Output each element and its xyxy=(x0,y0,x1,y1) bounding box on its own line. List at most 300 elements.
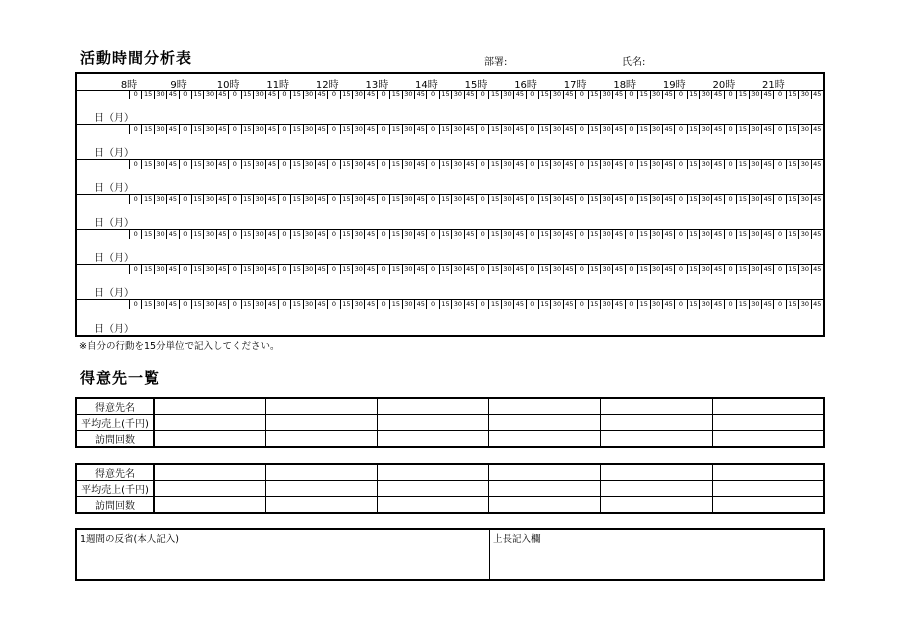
minute-tick: 45 xyxy=(464,195,476,204)
minute-tick: 15 xyxy=(588,125,600,134)
day-row[interactable] xyxy=(77,230,823,265)
minute-tick: 45 xyxy=(761,230,773,239)
hour-label: 16時 xyxy=(514,80,537,91)
customer-cell[interactable] xyxy=(489,497,601,514)
minute-tick: 0 xyxy=(575,265,587,274)
day-label: 日（月） xyxy=(94,324,134,335)
minute-tick: 15 xyxy=(389,195,401,204)
minute-tick: 45 xyxy=(711,195,723,204)
minute-tick: 45 xyxy=(662,125,674,134)
minute-tick: 30 xyxy=(600,300,612,309)
hour-label: 8時 xyxy=(120,80,138,91)
customer-cell[interactable] xyxy=(154,481,266,497)
minute-tick: 45 xyxy=(166,230,178,239)
minute-tick: 45 xyxy=(513,230,525,239)
minute-tick: 30 xyxy=(600,90,612,99)
minute-tick: 0 xyxy=(526,90,538,99)
minute-tick: 45 xyxy=(513,300,525,309)
customer-cell[interactable] xyxy=(601,464,713,481)
minute-ticks xyxy=(129,195,823,204)
minute-ticks xyxy=(129,160,823,169)
minute-tick: 30 xyxy=(303,300,315,309)
minute-tick: 30 xyxy=(550,265,562,274)
minute-tick: 0 xyxy=(724,125,736,134)
minute-tick: 30 xyxy=(203,230,215,239)
minute-tick: 0 xyxy=(526,265,538,274)
minute-ticks xyxy=(129,265,823,274)
minute-tick: 45 xyxy=(364,160,376,169)
minute-tick: 30 xyxy=(749,195,761,204)
minute-tick: 30 xyxy=(699,300,711,309)
hour-label: 13時 xyxy=(365,80,389,91)
minute-tick: 45 xyxy=(315,265,327,274)
minute-tick: 45 xyxy=(364,300,376,309)
minute-tick: 45 xyxy=(414,265,426,274)
minute-tick: 15 xyxy=(241,195,253,204)
customer-cell[interactable] xyxy=(601,415,713,431)
minute-tick: 30 xyxy=(749,265,761,274)
minute-tick: 15 xyxy=(538,125,550,134)
minute-tick: 0 xyxy=(773,300,785,309)
minute-tick: 45 xyxy=(513,265,525,274)
minute-tick: 30 xyxy=(501,230,513,239)
customer-cell[interactable] xyxy=(377,431,489,448)
minute-tick: 30 xyxy=(451,195,463,204)
customer-cell[interactable] xyxy=(154,431,266,448)
minute-tick: 30 xyxy=(550,300,562,309)
minute-tick: 45 xyxy=(563,300,575,309)
minute-tick: 15 xyxy=(439,195,451,204)
minute-tick: 45 xyxy=(216,90,228,99)
minute-tick: 0 xyxy=(526,195,538,204)
minute-tick: 30 xyxy=(699,90,711,99)
minute-tick: 0 xyxy=(773,230,785,239)
customer-cell[interactable] xyxy=(266,415,378,431)
minute-tick: 45 xyxy=(811,265,823,274)
minute-tick: 30 xyxy=(451,125,463,134)
customer-row-label: 訪問回数 xyxy=(76,497,154,514)
customer-cell[interactable] xyxy=(154,464,266,481)
minute-tick: 30 xyxy=(402,90,414,99)
minute-tick: 45 xyxy=(166,125,178,134)
customer-cell[interactable] xyxy=(489,481,601,497)
minute-tick: 30 xyxy=(352,230,364,239)
minute-tick: 45 xyxy=(364,125,376,134)
minute-tick: 0 xyxy=(179,125,191,134)
minute-tick: 0 xyxy=(476,90,488,99)
minute-tick: 15 xyxy=(141,160,153,169)
minute-tick: 0 xyxy=(575,300,587,309)
minute-tick: 0 xyxy=(724,90,736,99)
minute-tick: 15 xyxy=(488,160,500,169)
minute-tick: 30 xyxy=(501,195,513,204)
minute-tick: 30 xyxy=(451,230,463,239)
minute-tick: 30 xyxy=(203,265,215,274)
minute-tick: 0 xyxy=(773,125,785,134)
customer-cell[interactable] xyxy=(601,481,713,497)
minute-tick: 15 xyxy=(389,90,401,99)
customer-row-label: 得意先名 xyxy=(76,464,154,481)
minute-tick: 0 xyxy=(278,90,290,99)
minute-tick: 0 xyxy=(625,265,637,274)
minute-tick: 0 xyxy=(327,265,339,274)
customer-cell[interactable] xyxy=(377,481,489,497)
minute-tick: 30 xyxy=(402,230,414,239)
minute-tick: 30 xyxy=(203,195,215,204)
minute-tick: 30 xyxy=(203,300,215,309)
minute-tick: 15 xyxy=(439,230,451,239)
page-title: 活動時間分析表 xyxy=(80,49,193,67)
minute-tick: 15 xyxy=(488,230,500,239)
customer-cell[interactable] xyxy=(266,464,378,481)
minute-tick: 30 xyxy=(451,265,463,274)
minute-tick: 0 xyxy=(724,160,736,169)
customer-cell[interactable] xyxy=(712,431,824,448)
minute-tick: 0 xyxy=(377,125,389,134)
minute-tick: 15 xyxy=(488,265,500,274)
customer-cell[interactable] xyxy=(489,464,601,481)
minute-tick: 15 xyxy=(241,125,253,134)
minute-tick: 15 xyxy=(439,160,451,169)
customer-row-label: 訪問回数 xyxy=(76,431,154,448)
customer-cell[interactable] xyxy=(712,497,824,514)
customer-cell[interactable] xyxy=(154,497,266,514)
minute-tick: 0 xyxy=(179,160,191,169)
minute-tick: 0 xyxy=(278,230,290,239)
minute-tick: 45 xyxy=(414,230,426,239)
self-reflection-field[interactable] xyxy=(77,530,490,579)
minute-tick: 15 xyxy=(389,300,401,309)
minute-tick: 0 xyxy=(327,300,339,309)
customer-row-label: 得意先名 xyxy=(76,398,154,415)
customer-cell[interactable] xyxy=(601,497,713,514)
minute-tick: 0 xyxy=(426,90,438,99)
day-row[interactable] xyxy=(77,265,823,300)
minute-tick: 0 xyxy=(724,230,736,239)
customer-cell[interactable] xyxy=(712,398,824,415)
minute-tick: 45 xyxy=(464,160,476,169)
minute-tick: 0 xyxy=(228,90,240,99)
minute-tick: 30 xyxy=(154,125,166,134)
day-row[interactable] xyxy=(77,125,823,160)
minute-tick: 15 xyxy=(340,265,352,274)
minute-tick: 0 xyxy=(426,125,438,134)
minute-tick: 15 xyxy=(141,195,153,204)
minute-tick: 15 xyxy=(786,265,798,274)
customer-cell[interactable] xyxy=(266,398,378,415)
minute-tick: 0 xyxy=(526,300,538,309)
minute-tick: 0 xyxy=(228,230,240,239)
minute-tick: 15 xyxy=(290,160,302,169)
minute-tick: 15 xyxy=(786,90,798,99)
hour-label: 20時 xyxy=(712,80,736,91)
minute-tick: 15 xyxy=(687,300,699,309)
minute-tick: 0 xyxy=(228,265,240,274)
minute-tick: 0 xyxy=(278,160,290,169)
customer-cell[interactable] xyxy=(266,497,378,514)
minute-tick: 45 xyxy=(414,195,426,204)
minute-tick: 0 xyxy=(426,195,438,204)
minute-tick: 0 xyxy=(129,300,141,309)
minute-tick: 0 xyxy=(773,160,785,169)
customer-cell[interactable] xyxy=(489,415,601,431)
minute-tick: 30 xyxy=(600,195,612,204)
minute-tick: 0 xyxy=(724,300,736,309)
minute-tick: 30 xyxy=(253,265,265,274)
minute-tick: 30 xyxy=(154,300,166,309)
minute-tick: 15 xyxy=(538,230,550,239)
minute-tick: 0 xyxy=(129,265,141,274)
minute-tick: 0 xyxy=(674,160,686,169)
minute-tick: 45 xyxy=(315,300,327,309)
customer-cell[interactable] xyxy=(266,431,378,448)
day-row[interactable] xyxy=(77,90,823,125)
day-label: 日（月） xyxy=(94,113,134,124)
minute-tick: 15 xyxy=(637,230,649,239)
minute-tick: 30 xyxy=(749,300,761,309)
minute-tick: 45 xyxy=(216,265,228,274)
minute-tick: 15 xyxy=(786,230,798,239)
customer-cell[interactable] xyxy=(154,398,266,415)
minute-tick: 15 xyxy=(637,160,649,169)
minute-tick: 30 xyxy=(650,125,662,134)
minute-tick: 30 xyxy=(798,90,810,99)
minute-tick: 45 xyxy=(612,300,624,309)
minute-tick: 30 xyxy=(154,90,166,99)
customer-table-1 xyxy=(75,397,825,448)
minute-tick: 30 xyxy=(600,160,612,169)
reflection-box xyxy=(75,528,825,581)
minute-tick: 45 xyxy=(662,90,674,99)
minute-ticks xyxy=(129,300,823,309)
minute-tick: 0 xyxy=(476,230,488,239)
minute-tick: 15 xyxy=(488,125,500,134)
minute-tick: 30 xyxy=(501,90,513,99)
minute-tick: 0 xyxy=(129,90,141,99)
customer-table-2 xyxy=(75,463,825,514)
minute-tick: 15 xyxy=(290,265,302,274)
minute-tick: 15 xyxy=(141,265,153,274)
minute-tick: 45 xyxy=(364,195,376,204)
minute-tick: 15 xyxy=(389,125,401,134)
minute-tick: 45 xyxy=(761,265,773,274)
minute-tick: 0 xyxy=(377,230,389,239)
minute-tick: 30 xyxy=(154,160,166,169)
self-reflection-label: 1週間の反省(本人記入) xyxy=(80,534,179,545)
day-row[interactable] xyxy=(77,195,823,230)
minute-tick: 30 xyxy=(154,195,166,204)
minute-tick: 15 xyxy=(538,160,550,169)
minute-tick: 15 xyxy=(538,195,550,204)
minute-tick: 15 xyxy=(191,265,203,274)
minute-tick: 45 xyxy=(612,125,624,134)
hour-header-row xyxy=(77,74,823,91)
minute-tick: 30 xyxy=(154,265,166,274)
minute-tick: 15 xyxy=(141,230,153,239)
minute-tick: 45 xyxy=(216,125,228,134)
minute-tick: 30 xyxy=(550,195,562,204)
minute-tick: 30 xyxy=(501,265,513,274)
minute-tick: 30 xyxy=(402,265,414,274)
minute-tick: 0 xyxy=(327,195,339,204)
minute-tick: 30 xyxy=(352,90,364,99)
minute-tick: 0 xyxy=(228,195,240,204)
minute-tick: 15 xyxy=(340,195,352,204)
minute-tick: 15 xyxy=(290,195,302,204)
minute-tick: 15 xyxy=(439,265,451,274)
hour-label: 14時 xyxy=(415,80,438,91)
minute-tick: 30 xyxy=(699,265,711,274)
minute-tick: 30 xyxy=(253,195,265,204)
minute-tick: 45 xyxy=(464,90,476,99)
minute-tick: 30 xyxy=(699,195,711,204)
minute-tick: 0 xyxy=(426,265,438,274)
minute-tick: 45 xyxy=(216,160,228,169)
minute-tick: 30 xyxy=(550,160,562,169)
minute-tick: 0 xyxy=(575,160,587,169)
customer-cell[interactable] xyxy=(712,464,824,481)
minute-tick: 0 xyxy=(674,195,686,204)
minute-tick: 0 xyxy=(377,265,389,274)
customer-cell[interactable] xyxy=(489,431,601,448)
minute-tick: 30 xyxy=(749,90,761,99)
minute-tick: 15 xyxy=(439,90,451,99)
minute-tick: 30 xyxy=(203,90,215,99)
customer-cell[interactable] xyxy=(266,481,378,497)
minute-tick: 45 xyxy=(166,160,178,169)
hour-label: 12時 xyxy=(315,80,339,91)
minute-tick: 0 xyxy=(625,90,637,99)
minute-tick: 15 xyxy=(637,125,649,134)
minute-ticks xyxy=(129,125,823,134)
minute-tick: 0 xyxy=(575,195,587,204)
hour-label: 18時 xyxy=(613,80,637,91)
minute-tick: 45 xyxy=(711,300,723,309)
minute-tick: 30 xyxy=(402,300,414,309)
customer-row-label: 平均売上(千円) xyxy=(76,481,154,497)
day-row[interactable] xyxy=(77,300,823,335)
minute-tick: 15 xyxy=(637,90,649,99)
day-label: 日（月） xyxy=(94,288,134,299)
minute-tick: 45 xyxy=(216,230,228,239)
minute-tick: 45 xyxy=(315,160,327,169)
minute-tick: 45 xyxy=(265,90,277,99)
minute-tick: 45 xyxy=(414,90,426,99)
minute-tick: 45 xyxy=(513,125,525,134)
minute-tick: 15 xyxy=(736,125,748,134)
supervisor-label: 上長記入欄 xyxy=(493,534,541,545)
customer-cell[interactable] xyxy=(601,398,713,415)
minute-tick: 45 xyxy=(563,90,575,99)
customer-cell[interactable] xyxy=(712,481,824,497)
minute-tick: 15 xyxy=(439,125,451,134)
minute-tick: 30 xyxy=(253,125,265,134)
customer-row-label: 平均売上(千円) xyxy=(76,415,154,431)
minute-tick: 45 xyxy=(315,90,327,99)
minute-tick: 0 xyxy=(179,230,191,239)
minute-tick: 30 xyxy=(501,160,513,169)
minute-tick: 15 xyxy=(340,125,352,134)
minute-tick: 30 xyxy=(749,125,761,134)
customer-cell[interactable] xyxy=(601,431,713,448)
minute-tick: 45 xyxy=(315,125,327,134)
minute-tick: 30 xyxy=(352,195,364,204)
minute-tick: 45 xyxy=(265,265,277,274)
minute-tick: 0 xyxy=(278,265,290,274)
customer-cell[interactable] xyxy=(377,415,489,431)
customer-cell[interactable] xyxy=(377,497,489,514)
minute-tick: 45 xyxy=(166,265,178,274)
department-label: 部署: xyxy=(484,57,508,68)
minute-tick: 0 xyxy=(724,265,736,274)
minute-tick: 15 xyxy=(637,300,649,309)
minute-tick: 15 xyxy=(488,300,500,309)
minute-tick: 15 xyxy=(786,125,798,134)
customer-section-title: 得意先一覧 xyxy=(80,369,161,387)
minute-tick: 0 xyxy=(179,265,191,274)
customer-cell[interactable] xyxy=(154,415,266,431)
minute-tick: 30 xyxy=(451,90,463,99)
hour-label: 15時 xyxy=(464,80,488,91)
minute-tick: 45 xyxy=(166,90,178,99)
minute-tick: 15 xyxy=(340,230,352,239)
minute-tick: 15 xyxy=(588,300,600,309)
minute-tick: 30 xyxy=(253,230,265,239)
minute-tick: 30 xyxy=(253,160,265,169)
minute-tick: 45 xyxy=(414,300,426,309)
minute-tick: 30 xyxy=(154,230,166,239)
minute-tick: 15 xyxy=(241,300,253,309)
day-row[interactable] xyxy=(77,160,823,195)
minute-tick: 15 xyxy=(340,160,352,169)
minute-tick: 0 xyxy=(625,160,637,169)
minute-tick: 0 xyxy=(377,90,389,99)
customer-cell[interactable] xyxy=(712,415,824,431)
minute-tick: 30 xyxy=(550,230,562,239)
minute-tick: 0 xyxy=(674,265,686,274)
minute-tick: 30 xyxy=(798,160,810,169)
customer-cell[interactable] xyxy=(489,398,601,415)
minute-tick: 0 xyxy=(278,125,290,134)
minute-tick: 0 xyxy=(575,230,587,239)
minute-tick: 0 xyxy=(377,300,389,309)
minute-tick: 30 xyxy=(352,160,364,169)
minute-tick: 15 xyxy=(340,300,352,309)
minute-tick: 15 xyxy=(389,265,401,274)
minute-tick: 15 xyxy=(687,265,699,274)
minute-tick: 30 xyxy=(600,230,612,239)
minute-tick: 45 xyxy=(612,195,624,204)
minute-tick: 15 xyxy=(290,230,302,239)
minute-tick: 30 xyxy=(798,195,810,204)
minute-tick: 30 xyxy=(650,265,662,274)
minute-tick: 15 xyxy=(191,125,203,134)
minute-tick: 30 xyxy=(253,90,265,99)
supervisor-field[interactable] xyxy=(490,530,823,579)
minute-tick: 45 xyxy=(662,195,674,204)
minute-tick: 45 xyxy=(563,160,575,169)
minute-tick: 30 xyxy=(650,90,662,99)
minute-tick: 0 xyxy=(327,230,339,239)
minute-tick: 45 xyxy=(761,125,773,134)
minute-tick: 0 xyxy=(129,125,141,134)
customer-cell[interactable] xyxy=(377,464,489,481)
minute-tick: 0 xyxy=(377,195,389,204)
minute-tick: 45 xyxy=(711,160,723,169)
minute-tick: 15 xyxy=(290,125,302,134)
minute-tick: 0 xyxy=(426,160,438,169)
customer-cell[interactable] xyxy=(377,398,489,415)
